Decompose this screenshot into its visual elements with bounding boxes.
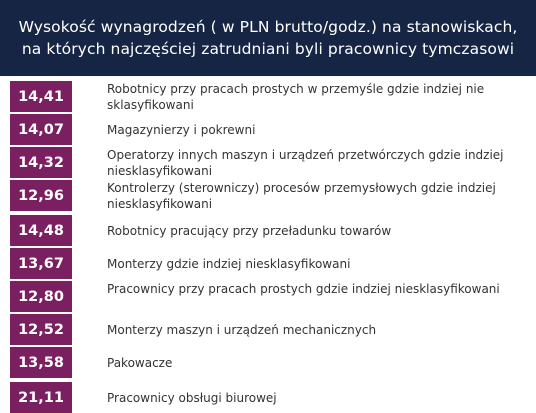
- position-label: Operatorzy innych maszyn i urządzeń przetwórczych gdzie indziej niesklasyfikowani: [107, 148, 504, 178]
- position-label: Kontrolerzy (sterowniczy) procesów przemysłowych gdzie indziej niesklasyfikowani: [107, 181, 496, 211]
- table-row: [0, 382, 536, 413]
- wage-value: 14,07: [10, 114, 72, 145]
- position-label: Robotnicy przy pracach prostych w przemyśle gdzie indziej nie sklasyfikowani: [107, 82, 485, 112]
- position-label: Robotnicy pracujący przy przeładunku towarów: [107, 224, 392, 238]
- position-label: Pakowacze: [107, 356, 173, 370]
- wage-value: 21,11: [10, 382, 72, 413]
- wage-value: 12,52: [10, 314, 72, 345]
- position-label: Pracownicy przy pracach prostych gdzie indziej niesklasyfikowani: [107, 282, 500, 296]
- wage-value: 14,48: [10, 215, 72, 246]
- table-row: [0, 248, 536, 279]
- wage-value: 13,67: [10, 248, 72, 279]
- wage-value: 12,80: [10, 281, 72, 312]
- table-row: [0, 180, 536, 211]
- table-row: [0, 347, 536, 378]
- table-row: [0, 314, 536, 345]
- chart-title: Wysokość wynagrodzeń ( w PLN brutto/godz.) na stanowiskach, na których najczęściej zatrudniani byli pracownicy tymczasowi: [18, 18, 518, 58]
- position-label: Pracownicy obsługi biurowej: [107, 391, 277, 405]
- wage-value: 13,58: [10, 347, 72, 378]
- wage-value: 14,41: [10, 81, 72, 112]
- table-row: [0, 114, 536, 145]
- table-row: [0, 147, 536, 178]
- position-label: Monterzy gdzie indziej niesklasyfikowani: [107, 257, 351, 271]
- chart-header: [0, 0, 536, 76]
- wage-value: 12,96: [10, 180, 72, 211]
- position-label: Monterzy maszyn i urządzeń mechanicznych: [107, 323, 377, 337]
- wage-value: 14,32: [10, 147, 72, 178]
- table-row: [0, 281, 536, 312]
- position-label: Magazynierzy i pokrewni: [107, 123, 256, 137]
- table-row: [0, 81, 536, 112]
- table-row: [0, 215, 536, 246]
